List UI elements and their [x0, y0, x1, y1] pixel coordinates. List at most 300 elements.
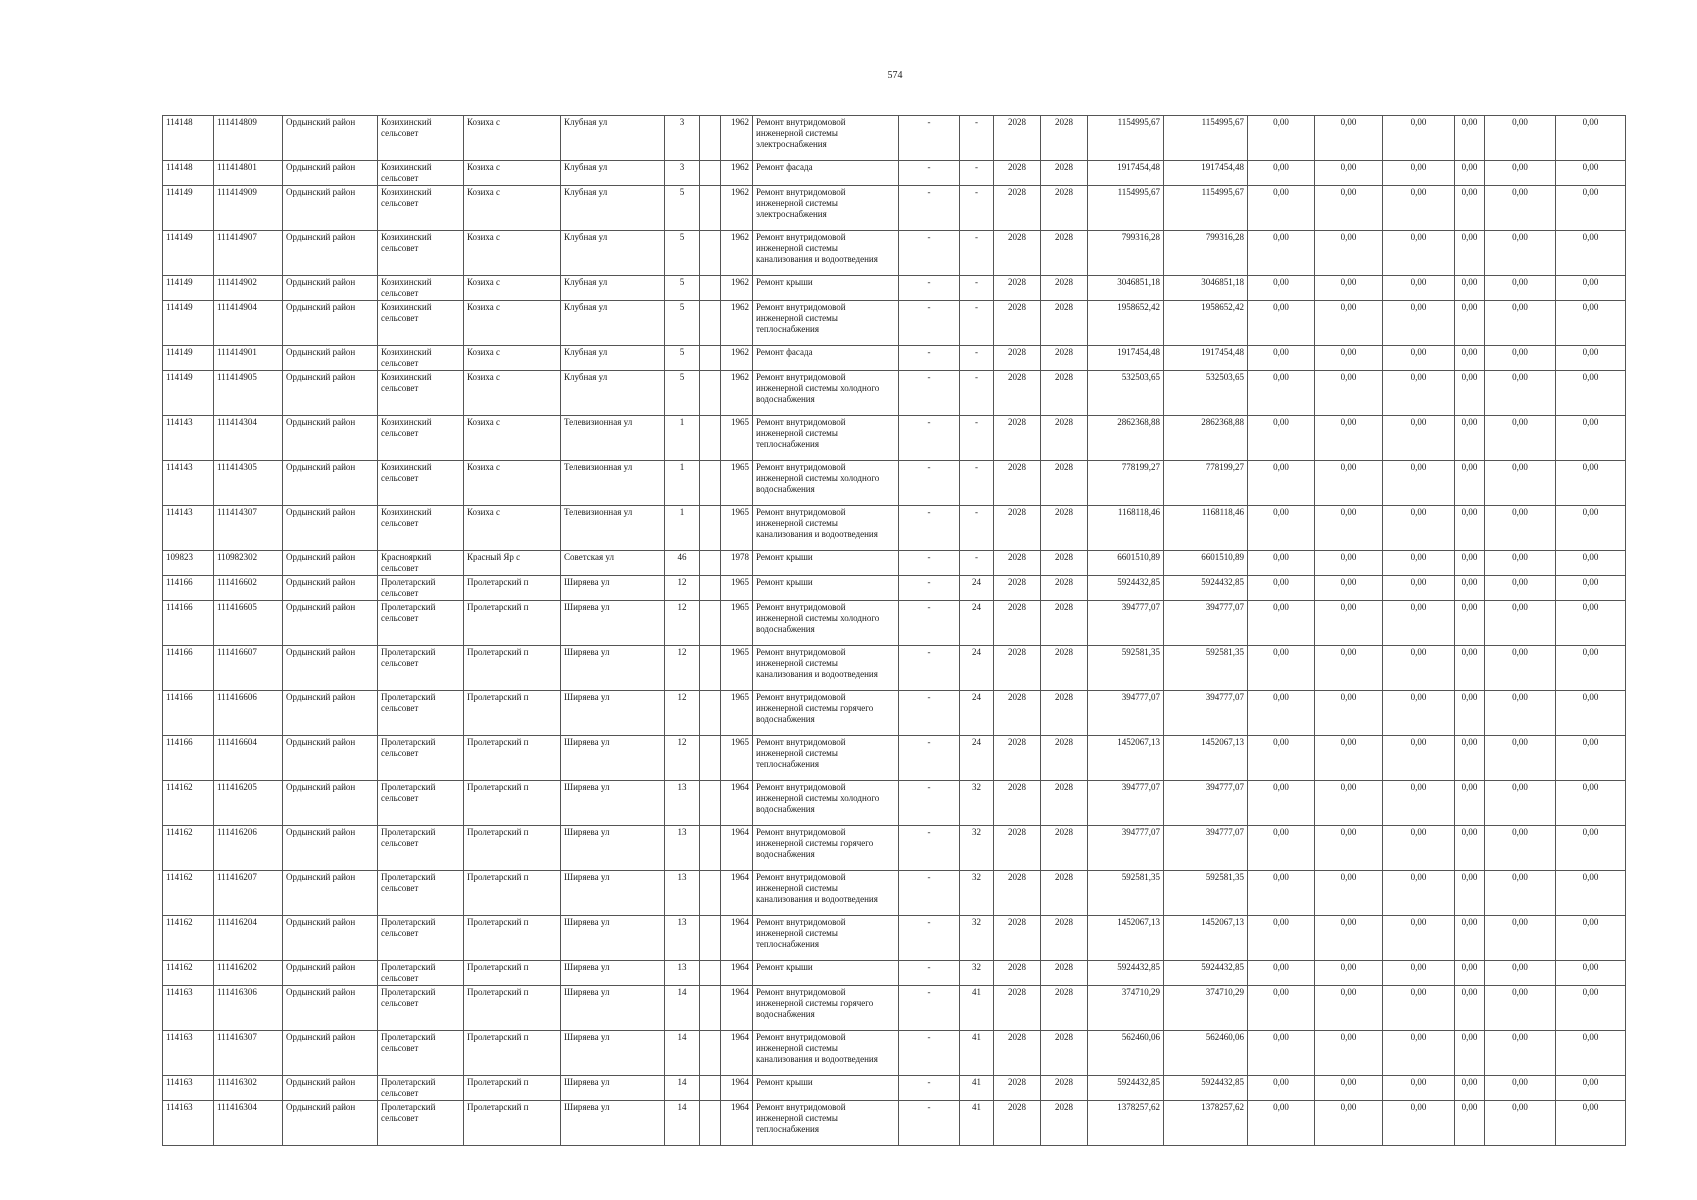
cell-street: Ширяева ул	[561, 601, 665, 646]
table-row	[163, 871, 1626, 916]
cell-cost-col-20: 0,00	[1455, 986, 1485, 1031]
cell-work-type: Ремонт внутридомовой инженерной системы канализования и водоотведения	[753, 646, 899, 691]
cell-work-type: Ремонт фасада	[753, 346, 899, 371]
cell-house-id: 114162	[163, 961, 214, 986]
cell-total-cost: 1917454,48	[1088, 346, 1164, 371]
cell-house-number: 14	[665, 1101, 700, 1146]
cell-plan-year-end: 2028	[1041, 576, 1088, 601]
cell-cost-col-22: 0,00	[1556, 116, 1626, 161]
cell-element-id: 111414809	[214, 116, 283, 161]
cell-building	[700, 986, 721, 1031]
cell-house-number: 1	[665, 416, 700, 461]
cell-apartments: -	[960, 161, 994, 186]
cell-district: Ордынский район	[283, 116, 378, 161]
cell-cost-fund: 1958652,42	[1164, 301, 1248, 346]
cell-cost-col-21: 0,00	[1485, 551, 1556, 576]
cell-year-built: 1964	[721, 871, 753, 916]
table-row	[163, 1031, 1626, 1076]
cell-district: Ордынский район	[283, 1031, 378, 1076]
cell-total-cost: 3046851,18	[1088, 276, 1164, 301]
cell-work-type: Ремонт внутридомовой инженерной системы канализования и водоотведения	[753, 1031, 899, 1076]
cell-plan-year-start: 2028	[994, 781, 1041, 826]
cell-cost-col-17: 0,00	[1248, 1101, 1315, 1146]
cell-plan-year-end: 2028	[1041, 506, 1088, 551]
cell-cost-col-17: 0,00	[1248, 161, 1315, 186]
cell-house-number: 1	[665, 461, 700, 506]
cell-building	[700, 186, 721, 231]
cell-apartments: 24	[960, 576, 994, 601]
cell-cost-col-17: 0,00	[1248, 461, 1315, 506]
cell-col-dash: -	[899, 916, 960, 961]
cell-settlement: Пролетарский сельсовет	[378, 1101, 464, 1146]
table-row	[163, 576, 1626, 601]
cell-cost-col-18: 0,00	[1315, 551, 1383, 576]
cell-cost-col-22: 0,00	[1556, 1031, 1626, 1076]
cell-cost-col-19: 0,00	[1383, 646, 1455, 691]
cell-cost-col-20: 0,00	[1455, 506, 1485, 551]
cell-cost-fund: 799316,28	[1164, 231, 1248, 276]
cell-street: Ширяева ул	[561, 646, 665, 691]
cell-cost-col-18: 0,00	[1315, 301, 1383, 346]
cell-total-cost: 592581,35	[1088, 871, 1164, 916]
cell-cost-col-19: 0,00	[1383, 371, 1455, 416]
cell-house-number: 13	[665, 826, 700, 871]
cell-building	[700, 1076, 721, 1101]
cell-settlement: Пролетарский сельсовет	[378, 601, 464, 646]
cell-total-cost: 592581,35	[1088, 646, 1164, 691]
cell-house-id: 114143	[163, 506, 214, 551]
cell-apartments: 41	[960, 1101, 994, 1146]
cell-settlement: Краснояркий сельсовет	[378, 551, 464, 576]
cell-cost-col-18: 0,00	[1315, 346, 1383, 371]
cell-cost-fund: 6601510,89	[1164, 551, 1248, 576]
cell-total-cost: 799316,28	[1088, 231, 1164, 276]
cell-element-id: 111416202	[214, 961, 283, 986]
cell-plan-year-start: 2028	[994, 231, 1041, 276]
cell-plan-year-start: 2028	[994, 601, 1041, 646]
cell-cost-col-22: 0,00	[1556, 986, 1626, 1031]
cell-col-dash: -	[899, 116, 960, 161]
cell-cost-col-22: 0,00	[1556, 826, 1626, 871]
cell-total-cost: 778199,27	[1088, 461, 1164, 506]
table-row	[163, 116, 1626, 161]
cell-total-cost: 394777,07	[1088, 826, 1164, 871]
cell-cost-col-19: 0,00	[1383, 461, 1455, 506]
cell-plan-year-end: 2028	[1041, 1101, 1088, 1146]
cell-cost-col-20: 0,00	[1455, 781, 1485, 826]
cell-cost-col-17: 0,00	[1248, 826, 1315, 871]
cell-cost-col-18: 0,00	[1315, 986, 1383, 1031]
cell-house-id: 114162	[163, 871, 214, 916]
cell-cost-col-21: 0,00	[1485, 826, 1556, 871]
cell-settlement: Пролетарский сельсовет	[378, 576, 464, 601]
cell-plan-year-end: 2028	[1041, 551, 1088, 576]
cell-cost-col-21: 0,00	[1485, 161, 1556, 186]
cell-cost-col-18: 0,00	[1315, 1101, 1383, 1146]
cell-apartments: -	[960, 416, 994, 461]
cell-year-built: 1962	[721, 276, 753, 301]
cell-col-dash: -	[899, 461, 960, 506]
cell-col-dash: -	[899, 986, 960, 1031]
cell-building	[700, 416, 721, 461]
cell-house-id: 114163	[163, 986, 214, 1031]
cell-cost-col-22: 0,00	[1556, 461, 1626, 506]
cell-building	[700, 916, 721, 961]
cell-cost-col-17: 0,00	[1248, 506, 1315, 551]
cell-apartments: 41	[960, 986, 994, 1031]
cell-street: Ширяева ул	[561, 781, 665, 826]
cell-street: Ширяева ул	[561, 736, 665, 781]
cell-col-dash: -	[899, 1101, 960, 1146]
cell-cost-col-20: 0,00	[1455, 276, 1485, 301]
cell-cost-col-18: 0,00	[1315, 116, 1383, 161]
cell-cost-col-21: 0,00	[1485, 1076, 1556, 1101]
cell-col-dash: -	[899, 691, 960, 736]
cell-building	[700, 461, 721, 506]
cell-cost-col-20: 0,00	[1455, 551, 1485, 576]
cell-total-cost: 5924432,85	[1088, 961, 1164, 986]
cell-cost-fund: 778199,27	[1164, 461, 1248, 506]
cell-total-cost: 1154995,67	[1088, 116, 1164, 161]
cell-settlement: Козихинский сельсовет	[378, 116, 464, 161]
cell-year-built: 1965	[721, 506, 753, 551]
cell-district: Ордынский район	[283, 301, 378, 346]
cell-cost-col-19: 0,00	[1383, 781, 1455, 826]
cell-year-built: 1965	[721, 416, 753, 461]
cell-plan-year-start: 2028	[994, 461, 1041, 506]
cell-element-id: 111416606	[214, 691, 283, 736]
cell-plan-year-end: 2028	[1041, 161, 1088, 186]
cell-cost-col-18: 0,00	[1315, 691, 1383, 736]
cell-apartments: 32	[960, 961, 994, 986]
cell-house-number: 13	[665, 916, 700, 961]
cell-building	[700, 371, 721, 416]
cell-cost-col-18: 0,00	[1315, 736, 1383, 781]
table-row	[163, 1101, 1626, 1146]
cell-cost-col-22: 0,00	[1556, 736, 1626, 781]
cell-cost-col-20: 0,00	[1455, 871, 1485, 916]
cell-district: Ордынский район	[283, 186, 378, 231]
cell-col-dash: -	[899, 551, 960, 576]
cell-building	[700, 116, 721, 161]
cell-cost-col-20: 0,00	[1455, 1031, 1485, 1076]
table-row	[163, 646, 1626, 691]
cell-apartments: -	[960, 301, 994, 346]
cell-apartments: -	[960, 551, 994, 576]
cell-street: Ширяева ул	[561, 691, 665, 736]
cell-cost-col-19: 0,00	[1383, 736, 1455, 781]
cell-element-id: 111414905	[214, 371, 283, 416]
table-body	[163, 116, 1626, 1146]
cell-element-id: 111416304	[214, 1101, 283, 1146]
cell-house-number: 5	[665, 301, 700, 346]
cell-cost-col-21: 0,00	[1485, 986, 1556, 1031]
cell-cost-col-19: 0,00	[1383, 161, 1455, 186]
cell-cost-col-21: 0,00	[1485, 916, 1556, 961]
cell-cost-col-20: 0,00	[1455, 691, 1485, 736]
cell-cost-col-18: 0,00	[1315, 826, 1383, 871]
cell-apartments: 41	[960, 1076, 994, 1101]
cell-cost-col-22: 0,00	[1556, 646, 1626, 691]
cell-cost-col-20: 0,00	[1455, 231, 1485, 276]
cell-plan-year-end: 2028	[1041, 601, 1088, 646]
cell-house-number: 14	[665, 1076, 700, 1101]
cell-cost-col-17: 0,00	[1248, 416, 1315, 461]
cell-col-dash: -	[899, 1031, 960, 1076]
cell-house-id: 114148	[163, 161, 214, 186]
cell-cost-col-20: 0,00	[1455, 576, 1485, 601]
cell-street: Клубная ул	[561, 116, 665, 161]
cell-work-type: Ремонт фасада	[753, 161, 899, 186]
cell-year-built: 1965	[721, 461, 753, 506]
cell-cost-col-22: 0,00	[1556, 506, 1626, 551]
cell-cost-col-21: 0,00	[1485, 781, 1556, 826]
cell-house-number: 3	[665, 161, 700, 186]
cell-building	[700, 736, 721, 781]
table-row	[163, 416, 1626, 461]
cell-house-id: 114162	[163, 916, 214, 961]
cell-cost-fund: 1452067,13	[1164, 916, 1248, 961]
table-row	[163, 371, 1626, 416]
cell-cost-col-19: 0,00	[1383, 506, 1455, 551]
cell-cost-col-20: 0,00	[1455, 601, 1485, 646]
cell-cost-fund: 592581,35	[1164, 871, 1248, 916]
cell-year-built: 1962	[721, 301, 753, 346]
cell-cost-col-22: 0,00	[1556, 691, 1626, 736]
cell-cost-col-22: 0,00	[1556, 551, 1626, 576]
cell-plan-year-start: 2028	[994, 1076, 1041, 1101]
cell-plan-year-end: 2028	[1041, 416, 1088, 461]
cell-element-id: 111416302	[214, 1076, 283, 1101]
cell-district: Ордынский район	[283, 736, 378, 781]
cell-building	[700, 576, 721, 601]
cell-cost-col-19: 0,00	[1383, 231, 1455, 276]
cell-plan-year-end: 2028	[1041, 781, 1088, 826]
cell-work-type: Ремонт внутридомовой инженерной системы холодного водоснабжения	[753, 781, 899, 826]
table-row	[163, 506, 1626, 551]
cell-work-type: Ремонт внутридомовой инженерной системы теплоснабжения	[753, 416, 899, 461]
cell-plan-year-start: 2028	[994, 691, 1041, 736]
cell-cost-col-20: 0,00	[1455, 371, 1485, 416]
cell-cost-col-21: 0,00	[1485, 506, 1556, 551]
cell-apartments: 24	[960, 601, 994, 646]
cell-settlement: Козихинский сельсовет	[378, 161, 464, 186]
cell-element-id: 111416602	[214, 576, 283, 601]
cell-house-id: 114166	[163, 736, 214, 781]
cell-cost-col-21: 0,00	[1485, 461, 1556, 506]
cell-building	[700, 646, 721, 691]
cell-cost-col-21: 0,00	[1485, 576, 1556, 601]
cell-house-number: 13	[665, 961, 700, 986]
cell-street: Клубная ул	[561, 186, 665, 231]
cell-plan-year-end: 2028	[1041, 916, 1088, 961]
table-row	[163, 961, 1626, 986]
cell-cost-col-22: 0,00	[1556, 871, 1626, 916]
cell-cost-col-18: 0,00	[1315, 781, 1383, 826]
cell-district: Ордынский район	[283, 961, 378, 986]
cell-apartments: -	[960, 116, 994, 161]
cell-total-cost: 394777,07	[1088, 601, 1164, 646]
cell-locality: Козиха с	[464, 461, 561, 506]
cell-plan-year-start: 2028	[994, 1101, 1041, 1146]
cell-house-number: 46	[665, 551, 700, 576]
cell-building	[700, 346, 721, 371]
cell-settlement: Пролетарский сельсовет	[378, 1076, 464, 1101]
cell-plan-year-start: 2028	[994, 576, 1041, 601]
cell-work-type: Ремонт внутридомовой инженерной системы теплоснабжения	[753, 916, 899, 961]
cell-total-cost: 1378257,62	[1088, 1101, 1164, 1146]
cell-cost-col-22: 0,00	[1556, 371, 1626, 416]
cell-street: Телевизионная ул	[561, 506, 665, 551]
cell-house-id: 114166	[163, 601, 214, 646]
cell-element-id: 111416607	[214, 646, 283, 691]
cell-settlement: Пролетарский сельсовет	[378, 736, 464, 781]
cell-cost-col-18: 0,00	[1315, 276, 1383, 301]
cell-locality: Пролетарский п	[464, 961, 561, 986]
cell-cost-col-20: 0,00	[1455, 1076, 1485, 1101]
cell-house-number: 5	[665, 231, 700, 276]
table-row	[163, 826, 1626, 871]
cell-cost-col-21: 0,00	[1485, 871, 1556, 916]
cell-element-id: 111414904	[214, 301, 283, 346]
cell-house-number: 5	[665, 371, 700, 416]
cell-street: Ширяева ул	[561, 1101, 665, 1146]
cell-cost-col-18: 0,00	[1315, 461, 1383, 506]
cell-locality: Пролетарский п	[464, 986, 561, 1031]
cell-cost-col-22: 0,00	[1556, 576, 1626, 601]
cell-street: Клубная ул	[561, 371, 665, 416]
cell-cost-col-17: 0,00	[1248, 986, 1315, 1031]
cell-cost-col-17: 0,00	[1248, 961, 1315, 986]
cell-settlement: Козихинский сельсовет	[378, 186, 464, 231]
cell-plan-year-end: 2028	[1041, 871, 1088, 916]
cell-total-cost: 1452067,13	[1088, 736, 1164, 781]
cell-building	[700, 781, 721, 826]
cell-cost-col-18: 0,00	[1315, 1031, 1383, 1076]
cell-district: Ордынский район	[283, 916, 378, 961]
cell-cost-col-21: 0,00	[1485, 961, 1556, 986]
cell-locality: Козиха с	[464, 416, 561, 461]
cell-district: Ордынский район	[283, 1101, 378, 1146]
cell-cost-fund: 592581,35	[1164, 646, 1248, 691]
cell-element-id: 111414307	[214, 506, 283, 551]
table-row	[163, 601, 1626, 646]
cell-element-id: 111416206	[214, 826, 283, 871]
cell-col-dash: -	[899, 276, 960, 301]
cell-element-id: 111416605	[214, 601, 283, 646]
cell-cost-col-21: 0,00	[1485, 276, 1556, 301]
cell-work-type: Ремонт крыши	[753, 576, 899, 601]
cell-street: Ширяева ул	[561, 826, 665, 871]
cell-work-type: Ремонт крыши	[753, 551, 899, 576]
cell-street: Телевизионная ул	[561, 461, 665, 506]
cell-year-built: 1964	[721, 916, 753, 961]
cell-col-dash: -	[899, 186, 960, 231]
cell-street: Ширяева ул	[561, 961, 665, 986]
cell-col-dash: -	[899, 301, 960, 346]
cell-total-cost: 6601510,89	[1088, 551, 1164, 576]
cell-settlement: Козихинский сельсовет	[378, 371, 464, 416]
cell-cost-col-17: 0,00	[1248, 116, 1315, 161]
table-row	[163, 276, 1626, 301]
cell-cost-col-17: 0,00	[1248, 691, 1315, 736]
cell-house-number: 1	[665, 506, 700, 551]
table-row	[163, 461, 1626, 506]
cell-locality: Пролетарский п	[464, 1076, 561, 1101]
table-row	[163, 186, 1626, 231]
cell-cost-col-17: 0,00	[1248, 551, 1315, 576]
cell-cost-col-17: 0,00	[1248, 1076, 1315, 1101]
cell-cost-fund: 5924432,85	[1164, 576, 1248, 601]
cell-cost-col-20: 0,00	[1455, 461, 1485, 506]
cell-apartments: 24	[960, 691, 994, 736]
cell-cost-col-19: 0,00	[1383, 601, 1455, 646]
table-row	[163, 301, 1626, 346]
cell-settlement: Пролетарский сельсовет	[378, 691, 464, 736]
cell-cost-col-20: 0,00	[1455, 1101, 1485, 1146]
cell-total-cost: 532503,65	[1088, 371, 1164, 416]
cell-cost-col-21: 0,00	[1485, 116, 1556, 161]
table-row	[163, 551, 1626, 576]
cell-district: Ордынский район	[283, 781, 378, 826]
cell-cost-col-20: 0,00	[1455, 301, 1485, 346]
cell-house-id: 109823	[163, 551, 214, 576]
cell-year-built: 1965	[721, 601, 753, 646]
cell-total-cost: 1168118,46	[1088, 506, 1164, 551]
cell-cost-fund: 1917454,48	[1164, 346, 1248, 371]
cell-cost-col-20: 0,00	[1455, 116, 1485, 161]
cell-apartments: -	[960, 461, 994, 506]
table-row	[163, 231, 1626, 276]
cell-total-cost: 394777,07	[1088, 781, 1164, 826]
cell-year-built: 1964	[721, 781, 753, 826]
cell-house-number: 12	[665, 691, 700, 736]
cell-work-type: Ремонт внутридомовой инженерной системы электроснабжения	[753, 116, 899, 161]
cell-cost-col-22: 0,00	[1556, 186, 1626, 231]
cell-cost-col-21: 0,00	[1485, 301, 1556, 346]
cell-cost-col-17: 0,00	[1248, 871, 1315, 916]
cell-cost-fund: 1168118,46	[1164, 506, 1248, 551]
cell-col-dash: -	[899, 1076, 960, 1101]
cell-total-cost: 562460,06	[1088, 1031, 1164, 1076]
cell-cost-col-21: 0,00	[1485, 646, 1556, 691]
cell-house-id: 114143	[163, 416, 214, 461]
cell-plan-year-start: 2028	[994, 506, 1041, 551]
cell-building	[700, 871, 721, 916]
cell-year-built: 1962	[721, 186, 753, 231]
cell-work-type: Ремонт внутридомовой инженерной системы холодного водоснабжения	[753, 461, 899, 506]
cell-street: Ширяева ул	[561, 986, 665, 1031]
cell-plan-year-end: 2028	[1041, 231, 1088, 276]
cell-house-id: 114148	[163, 116, 214, 161]
cell-building	[700, 276, 721, 301]
cell-total-cost: 2862368,88	[1088, 416, 1164, 461]
cell-district: Ордынский район	[283, 986, 378, 1031]
cell-element-id: 111414304	[214, 416, 283, 461]
cell-year-built: 1964	[721, 826, 753, 871]
cell-cost-fund: 562460,06	[1164, 1031, 1248, 1076]
cell-building	[700, 961, 721, 986]
cell-settlement: Козихинский сельсовет	[378, 461, 464, 506]
cell-cost-fund: 1452067,13	[1164, 736, 1248, 781]
table-row	[163, 1076, 1626, 1101]
cell-house-number: 14	[665, 986, 700, 1031]
cell-building	[700, 1031, 721, 1076]
cell-locality: Пролетарский п	[464, 736, 561, 781]
cell-house-id: 114166	[163, 646, 214, 691]
cell-year-built: 1965	[721, 691, 753, 736]
cell-col-dash: -	[899, 161, 960, 186]
